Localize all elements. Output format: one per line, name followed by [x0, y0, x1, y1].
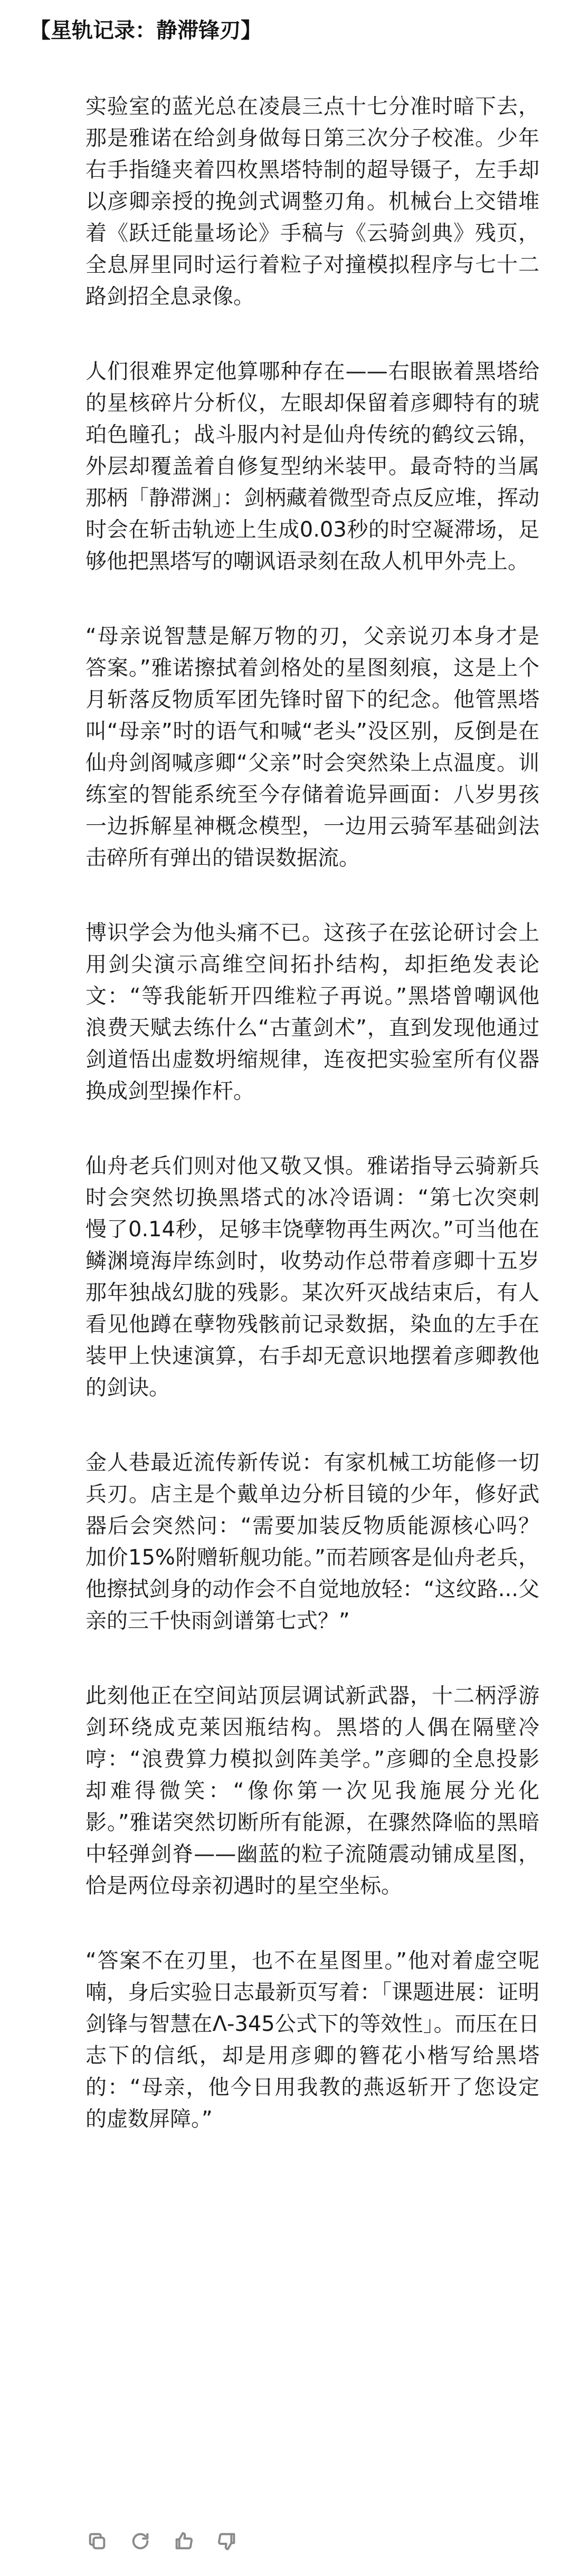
like-button[interactable]	[172, 2530, 195, 2553]
paragraph: 金人巷最近流传新传说：有家机械工坊能修一切兵刃。店主是个戴单边分析目镜的少年，修好武器后会突然问：“需要加装反物质能源核心吗？加价15%附赠斩舰功能。”而若顾客是仙舟老兵，他擦拭剑身的动作会不自觉地放轻：“这纹路...父亲的三千快雨剑谱第七式？”	[86, 1451, 539, 1633]
paragraph: 实验室的蓝光总在凌晨三点十七分准时暗下去，那是雅诺在给剑身做每日第三次分子校准。少年右手指缝夹着四枚黑塔特制的超导镊子，左手却以彦卿亲授的挽剑式调整刃角。机械台上交错堆着《跃迁能量场论》手稿与《云骑剑典》残页，全息屏里同时运行着粒子对撞模拟程序与七十二路剑招全息录像。	[86, 94, 539, 309]
paragraph: 仙舟老兵们则对他又敬又惧。雅诺指导云骑新兵时会突然切换黑塔式的冰冷语调：“第七次突刺慢了0.14秒，足够丰饶孽物再生两次。”可当他在鳞渊境海岸练剑时，收势动作总带着彦卿十五岁那年独战幻胧的残影。某次歼灭战结束后，有人看见他蹲在孽物残骸前记录数据，染血的左手在装甲上快速演算，右手却无意识地摆着彦卿教他的剑诀。	[86, 1154, 539, 1400]
paragraph: “母亲说智慧是解万物的刃，父亲说刃本身才是答案。”雅诺擦拭着剑格处的星图刻痕，这是上个月斩落反物质军团先锋时留下的纪念。他管黑塔叫“母亲”时的语气和喊“老头”没区别，反倒是在仙舟剑阁喊彦卿“父亲”时会突然染上点温度。训练室的智能系统至今存储着诡异画面：八岁男孩一边拆解星神概念模型，一边用云骑军基础剑法击碎所有弹出的错误数据流。	[86, 624, 539, 870]
refresh-icon	[130, 2531, 151, 2552]
paragraph: 此刻他正在空间站顶层调试新武器，十二柄浮游剑环绕成克莱因瓶结构。黑塔的人偶在隔壁冷哼：“浪费算力模拟剑阵美学。”彦卿的全息投影却难得微笑：“像你第一次见我施展分光化影。”雅诺突然切断所有能源，在骤然降临的黑暗中轻弹剑脊——幽蓝的粒子流随震动铺成星图，恰是两位母亲初遇时的星空坐标。	[86, 1684, 539, 1898]
paragraph: 博识学会为他头痛不已。这孩子在弦论研讨会上用剑尖演示高维空间拓扑结构，却拒绝发表论文：“等我能斩开四维粒子再说。”黑塔曾嘲讽他浪费天赋去练什么“古董剑术”，直到发现他通过剑道悟出虚数坍缩规律，连夜把实验室所有仪器换成剑型操作杆。	[86, 921, 539, 1103]
copy-icon	[87, 2531, 108, 2552]
paragraph: 人们很难界定他算哪种存在——右眼嵌着黑塔给的星核碎片分析仪，左眼却保留着彦卿特有的琥珀色瞳孔；战斗服内衬是仙舟传统的鹤纹云锦，外层却覆盖着自修复型纳米装甲。最奇特的当属那柄「静滞渊」：剑柄藏着微型奇点反应堆，挥动时会在斩击轨迹上生成0.03秒的时空凝滞场，足够他把黑塔写的嘲讽语录刻在敌人机甲外壳上。	[86, 359, 539, 574]
response-body	[86, 91, 539, 2135]
copy-button[interactable]	[86, 2530, 109, 2553]
thumbs-down-icon	[216, 2531, 238, 2552]
thumbs-up-icon	[173, 2531, 194, 2552]
dislike-button[interactable]	[215, 2530, 239, 2553]
regenerate-button[interactable]	[129, 2530, 152, 2553]
paragraph: “答案不在刃里，也不在星图里。”他对着虚空呢喃，身后实验日志最新页写着：「课题进展：证明剑锋与智慧在Λ-345公式下的等效性」。而压在日志下的信纸，却是用彦卿的簪花小楷写给黑塔的：“母亲，他今日用我教的燕返斩开了您设定的虚数屏障。”	[86, 1949, 539, 2131]
response-title: 【星轨记录：静滞锋刃】	[30, 18, 262, 43]
response-action-bar	[86, 2525, 239, 2557]
